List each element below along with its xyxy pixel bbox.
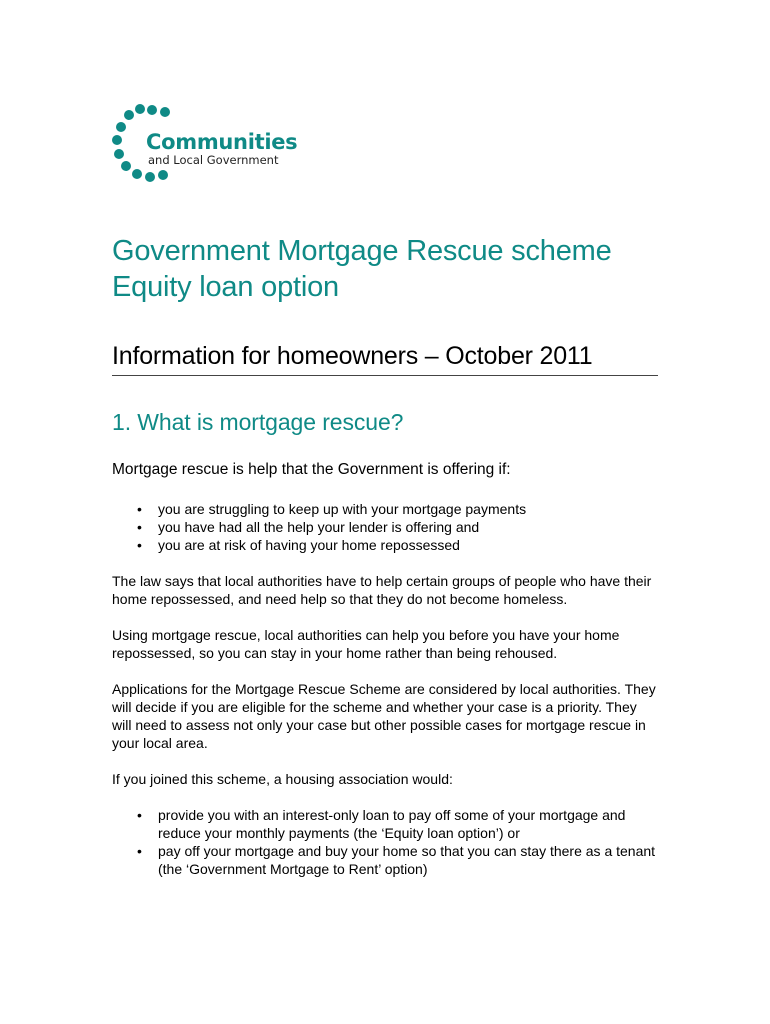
list-item-text: you are struggling to keep up with your mortgage payments — [158, 501, 527, 517]
bullet-icon: • — [137, 501, 142, 517]
list-item — [112, 536, 657, 554]
intro-paragraph: Mortgage rescue is help that the Government is offering if: — [112, 461, 511, 478]
title-line-1: Government Mortgage Rescue scheme — [112, 235, 612, 267]
bullet-icon: • — [137, 537, 142, 553]
section-body — [112, 461, 657, 896]
bullet-icon: • — [137, 519, 142, 535]
list-item — [112, 518, 657, 536]
bullet-icon: • — [137, 807, 142, 823]
list-item-text: you are at risk of having your home repossessed — [158, 537, 460, 553]
logo — [110, 103, 320, 185]
logo-subtitle: and Local Government — [148, 153, 279, 167]
paragraph: Applications for the Mortgage Rescue Scheme are considered by local authorities. They will decide if you are eligible for the scheme and whether your case is a priority. They will need to assess not only your case but other possible cases for mortgage rescue in your local area. — [112, 681, 656, 751]
logo-wordmark: Communities — [146, 130, 298, 154]
list-item-text: you have had all the help your lender is offering and — [158, 519, 480, 535]
options-list — [112, 806, 657, 878]
document-subtitle: Information for homeowners – October 2011 — [112, 340, 658, 376]
paragraph: The law says that local authorities have to help certain groups of people who have their home repossessed, and need help so that they do not become homeless. — [112, 573, 652, 607]
paragraph: If you joined this scheme, a housing association would: — [112, 771, 453, 787]
paragraph: Using mortgage rescue, local authorities can help you before you have your home repossessed, so you can stay in your home rather than being rehoused. — [112, 627, 620, 661]
document-title — [112, 233, 612, 305]
list-item — [112, 500, 657, 518]
section-heading: 1. What is mortgage rescue? — [112, 409, 404, 435]
eligibility-list — [112, 500, 657, 554]
list-item — [112, 806, 657, 842]
list-item-text: pay off your mortgage and buy your home so that you can stay there as a tenant (the ‘Government Mortgage to Rent’ option) — [158, 843, 656, 877]
list-item — [112, 842, 657, 878]
list-item-text: provide you with an interest-only loan to pay off some of your mortgage and reduce your monthly payments (the ‘Equity loan option’) or — [158, 807, 626, 841]
title-line-2: Equity loan option — [112, 271, 339, 303]
bullet-icon: • — [137, 843, 142, 859]
